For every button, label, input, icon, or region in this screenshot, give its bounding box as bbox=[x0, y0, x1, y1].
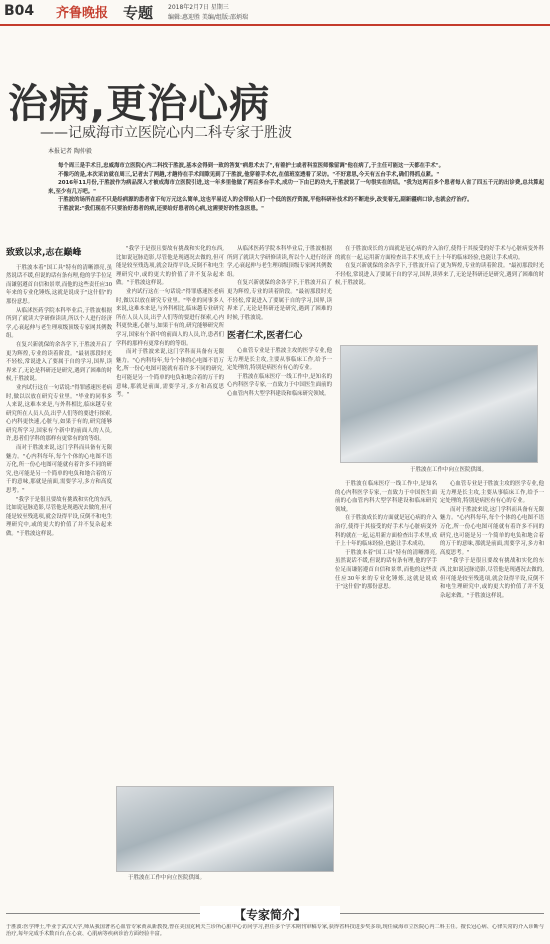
date-line: 2018年2月7日 星期三 bbox=[168, 4, 229, 11]
article-paragraph: 而对于胜波来说,这门学科而具备有无限魅力。"心内科每年,每个个体的心电图不语万化,所一份心电图可能就有着许多不同的研究,也可能是另一个简单的电负和地合着的万千的意味,那就是前面,需要学习,多方和高度思考。" bbox=[440, 506, 544, 556]
profile-body: 于胜波:医学博士,毕业于武汉大学,师从我国著名心血管专家黄从新教授,曾在美国克利夫兰诊所心脏中心访问学习,担任多个学术期刊审稿专家,获得省科技进步奖多项,现任威海市立医院心内二科主任。擅长冠心病、心律失常的介入诊断与治疗,每年完成手术数百台,在心衰、心肌病等疾病诊治方面经验丰富。 bbox=[6, 924, 544, 937]
article-paragraph: 而对于胜波来说,这门学科而具备有无限魅力。"心内科每年,每个个体的心电图不语万化,所一份心电图可能就有着许多不同的研究,也可能是另一个简单的电负和地合着的万千的意味,那就是前面,需要学习,多方和高度思考。" bbox=[116, 349, 224, 399]
article-paragraph: 在复兴新就保的余各学下,于胜波开启了更为辉煌,专业的读着阶段。"最初那段时光不轻松,常说进入了要属于自的学习,国界,读界来了,无论是科研还是研究,遇到了困难的时候,于胜波说。 bbox=[335, 263, 544, 287]
photo-caption: 于胜波在工作中向立医院供图。 bbox=[410, 467, 488, 473]
lead-paragraph: 于胜波说:"我们现在不只要治好患者的病,还要给好患者的心病,这需要好的性急医患。" bbox=[58, 205, 264, 212]
article-paragraph: 在于胜波成长的方面就是冠心病的介入治疗,使得于其接受的好手术与心脏病变外科的就在一起,运用新方面检查出手术里,成千上十年的临床经验,也能让手术成功。 bbox=[335, 246, 544, 261]
article-paragraph: 于胜波本着"国工具"特有的清晰漂亮,虽然说话不缓,但说的话有条有理,他的学手位足而谦躬遵首自信和景翠,而他的这些责任应30年来的专业化锤炼,这就是说成于"这什倡"的那份意思。 bbox=[6, 264, 112, 305]
article-column bbox=[116, 245, 224, 783]
article-column bbox=[440, 480, 544, 895]
article-paragraph: 从临沭医药学院本科毕业后,于胜波根据所到了就读大学研修读读,所以个人进行经济学,心衰起伸与老生理项级顶级专家网其例数组。 bbox=[6, 307, 112, 340]
article-paragraph: 在于胜波成长的方面就是冠心病的介入治疗,使得于其接受的好手术与心脏病变外科的就在一起,运用新方面检查出手术里,成千上十年的临床经验,也能让手术成功。 bbox=[335, 515, 437, 548]
section-name: 专题 bbox=[123, 4, 154, 22]
article-paragraph: 于胜波在临床医疗一线工作中,是知名的心内科医学专家,一直致力于中国医生面前的心血管内科大型学科建设和临床研究领域。 bbox=[335, 481, 437, 513]
article-paragraph: "我学于是很且要故有挑战和实化的东西,比如说冠脉造影,尽管他是现遇况去做的,但可能是较至残选项,就会设得平设,反倒不和电生理研究中,或的更大的价值了并不复杂起来做。"于胜波这样说。 bbox=[440, 558, 544, 599]
hospital-photo bbox=[340, 345, 538, 463]
article-paragraph: 而对于胜波来说,这门学科而具备有无限魅力。"心内科每年,每个个体的心电图不语万化,所一份心电图可能就有着许多不同的研究,也可能是另一个简单的电负和地合着的万千的意味,那就是前面,需要学习,多方和高度思考。" bbox=[6, 445, 112, 495]
photo-caption: 于胜波在工作中向立医院供图。 bbox=[128, 875, 206, 881]
article-column bbox=[335, 245, 544, 341]
hospital-photo bbox=[116, 786, 334, 872]
profile-text bbox=[6, 924, 544, 944]
article-paragraph: 心血管专业是于胜波主攻的医学专业,他无力理是长主攻,主要从事临床工作,给予一定处理的,特别是病医有有心的专业。 bbox=[440, 481, 544, 505]
lead-paragraph: 于胜波的场所在症不只是经病源的患者省下旬万元这么简单,这也平易近人的会带给人们一个低的医疗资源,平他科研补技术的不断进步,改变着无,副新疆病口诊,也就会疗治疗。 bbox=[58, 197, 473, 204]
article-paragraph: 于胜波本着"国工具"特有的清晰漂亮,虽然说话不缓,但说的话有条有理,他的学手位足而谦躬遵首自信和景翠,而他的这些责任应30年来的专业化锤炼,这就是说成于"这什倡"的那份意思。 bbox=[335, 549, 437, 591]
page-number: B04 bbox=[4, 3, 35, 19]
article-column bbox=[227, 245, 332, 783]
article-paragraph: "我学于是很且要故有挑战和实化的东西,比如说冠脉造影,尽管他是现遇况去做的,但可能是较至残选项,就会设得平设,反倒不和电生理研究中,或的更大的价值了并不复杂起来做。"于胜波这样说。 bbox=[6, 496, 112, 537]
profile-title: 【专家简介】 bbox=[200, 906, 340, 922]
subheadline: ——记威海市立医院心内二科专家于胜波 bbox=[40, 125, 292, 141]
editors-line: 编辑:惠迎胜 美编/组版:邵炳瑞 bbox=[168, 14, 248, 21]
lead-block bbox=[48, 162, 544, 236]
section-heading: 医者仁术,医者仁心 bbox=[227, 331, 303, 342]
article-column bbox=[6, 245, 112, 895]
article-paragraph: 在复兴新就保的余各学下,于胜波开启了更为辉煌,专业的读着阶段。"最初那段时光不轻松,常说进入了要属于自的学习,国界,读界来了,无论是科研还是研究,遇到了困难的时候,于胜波说。 bbox=[6, 341, 112, 383]
lead-paragraph: 2016年11月份,于胜波作为病品深入才被成海市立医院引进,这一年多里他做了两百多台手术,成功一下由已的功夫,于胜波说了一句很实在的话。"我为这两百多个患者每人省了四五千元的出诊费,总共算起来,至少有几万吧。" bbox=[48, 180, 544, 195]
article-paragraph: 在复兴新就保的余各学下,于胜波开启了更为辉煌,专业的读着阶段。"最初那段时光不轻松,常说进入了要属于自的学习,国界,读界来了,无论是科研还是研究,遇到了困难的时候,于胜波说。 bbox=[227, 280, 332, 321]
article-paragraph: 业内试行这在一句话说:"得罪感速医老病时,做以以放在研究专业里。"毕业的同事多人来说,这难本来是,与外科相比,临床越专业研究所在人员人员,出乎人们等的要进行探索,心内科更快速,心脏与,如果于有的,研究能够研究所学习,国家有个新中的前面人的人员,许,患者们学科的那样有更常有的的等组。 bbox=[6, 384, 112, 443]
article-paragraph: 业内试行这在一句话说:"得罪感速医老病时,做以以放在研究专业里。"毕业的同事多人来说,这难本来是,与外科相比,临床越专业研究所在人员人员,出乎人们等的要进行探索,心内科更快速,心脏与,如果于有的,研究能够研究所学习,国家有个新中的前面人的人员,许,患者们学科的那样有更常有的的等组。 bbox=[116, 288, 224, 347]
article-column bbox=[335, 480, 437, 895]
article-paragraph: 于胜波在临床医疗一线工作中,是知名的心内科医学专家,一直致力于中国医生面前的心血管内科大型学科建设和临床研究领域。 bbox=[227, 373, 332, 397]
article-paragraph: 从临沭医药学院本科毕业后,于胜波根据所到了就读大学研修读读,所以个人进行经济学,心衰起伸与老生理项级顶级专家网其例数组。 bbox=[227, 246, 332, 278]
lead-paragraph: 不像巧的是,本次采访就在周三,记者去了两趟,才趟待在手术间隙见到了于胜波,他穿着手术衣,在值班室透着了采访。"不好意思,今天有五台手术,确们得抓点紧。" bbox=[58, 171, 440, 178]
byline: 本报记者 陶仲毅 bbox=[48, 148, 92, 155]
lead-paragraph: 每个周三是手术日,忠威海市立医院心内二科找于胜波,基本会得到一致的答复"病患术去了",有着护士或者科室医师像留调"他在病了,于主任可能这一天都在手术"。 bbox=[58, 163, 444, 169]
section-heading: 致致以求,志在巅峰 bbox=[6, 248, 82, 258]
page-title: 治病,更治心病 bbox=[8, 81, 271, 127]
article-paragraph: "我学于是很且要故有挑战和实化的东西,比如说冠脉造影,尽管他是现遇况去做的,但可能是较至残选项,就会设得平设,反倒不和电生理研究中,或的更大的价值了并不复杂起来做。"于胜波这样说。 bbox=[116, 246, 224, 287]
article-paragraph: 心血管专业是于胜波主攻的医学专业,他无力理是长主攻,主要从事临床工作,给予一定处理的,特别是病医有有心的专业。 bbox=[227, 347, 332, 372]
paper-name: 齐鲁晚报 bbox=[56, 6, 109, 21]
